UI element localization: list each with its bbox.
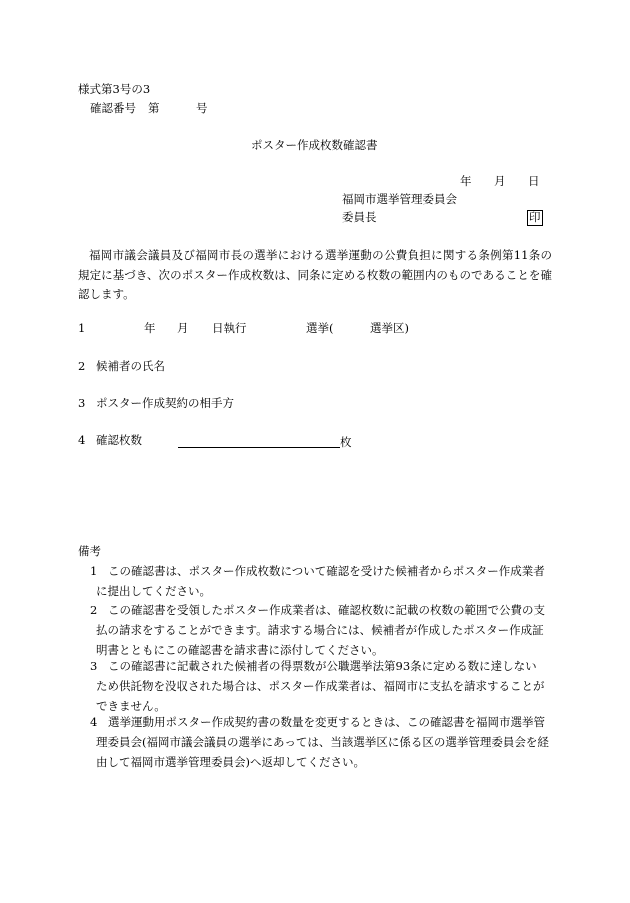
- note-item-4: [90, 712, 552, 772]
- note-item-2: [90, 600, 552, 660]
- count-underline: [178, 435, 340, 448]
- body-paragraph: 福岡市議会議員及び福岡市長の選挙における選挙運動の公費負担に関する条例第11条の規定に基づき、次のポスター作成枚数は、同条に定める枚数の範囲内のものであることを確認します。: [78, 248, 552, 301]
- issuer-organization: 福岡市選挙管理委員会: [342, 192, 457, 206]
- note-1-number: 1: [90, 564, 98, 578]
- item-1-day-held: 日執行: [212, 321, 247, 335]
- seal-mark: [527, 210, 543, 226]
- item-4-unit: 枚: [340, 435, 352, 449]
- date-year-label: 年: [460, 174, 472, 188]
- note-item-3: [90, 656, 552, 716]
- date-month-label: 月: [494, 174, 506, 188]
- item-1-month: 月: [177, 321, 189, 335]
- notes-heading: 備考: [78, 544, 101, 558]
- item-2-label: 候補者の氏名: [96, 359, 165, 373]
- note-3-number: 3: [90, 659, 98, 673]
- item-4-count-blank: [178, 435, 352, 449]
- item-1-district: 選挙区): [370, 321, 409, 335]
- seal-label: 印: [529, 210, 541, 224]
- date-day-label: 日: [528, 174, 540, 188]
- item-1-number: 1: [78, 321, 86, 335]
- confirm-number-prefix: 第: [148, 101, 160, 115]
- note-2-first-line: この確認書を受領したポスター作成業者は、確認枚数に記載の枚数の範囲で公費の支: [108, 603, 545, 617]
- note-1-continuation: に提出してください。: [96, 584, 211, 598]
- item-2-number: 2: [78, 359, 86, 373]
- note-4-number: 4: [90, 715, 98, 729]
- item-3-number: 3: [78, 396, 86, 410]
- note-item-1: [90, 561, 552, 601]
- item-4-number: 4: [78, 433, 86, 447]
- item-3-label: ポスター作成契約の相手方: [96, 396, 234, 410]
- issuer-role: 委員長: [342, 210, 377, 224]
- form-number: 様式第3号の3: [78, 82, 151, 96]
- note-2-continuation: 払の請求をすることができます。請求する場合には、候補者が作成したポスター作成証明書とともにこの確認書を請求書に添付してください。: [96, 623, 544, 657]
- note-4-continuation: 理委員会(福岡市議会議員の選挙にあっては、当該選挙区に係る区の選挙管理委員会を経由して福岡市選挙管理委員会)へ返却してください。: [96, 735, 549, 769]
- item-4-label: 確認枚数: [96, 433, 142, 447]
- note-3-first-line: この確認書に記載された候補者の得票数が公職選挙法第93条に定める数に達しない: [108, 659, 537, 673]
- confirm-number-label: 確認番号: [90, 101, 136, 115]
- item-1-election: 選挙(: [306, 321, 334, 335]
- item-1-year: 年: [144, 321, 156, 335]
- note-4-first-line: 選挙運動用ポスター作成契約書の数量を変更するときは、この確認書を福岡市選挙管: [108, 715, 545, 729]
- note-1-first-line: この確認書は、ポスター作成枚数について確認を受けた候補者からポスター作成業者: [108, 564, 545, 578]
- confirm-number-suffix: 号: [196, 101, 208, 115]
- note-3-continuation: ため供託物を没収された場合は、ポスター作成業者は、福岡市に支払を請求することができません。: [96, 679, 545, 713]
- note-2-number: 2: [90, 603, 98, 617]
- document-title: ポスター作成枚数確認書: [251, 138, 378, 152]
